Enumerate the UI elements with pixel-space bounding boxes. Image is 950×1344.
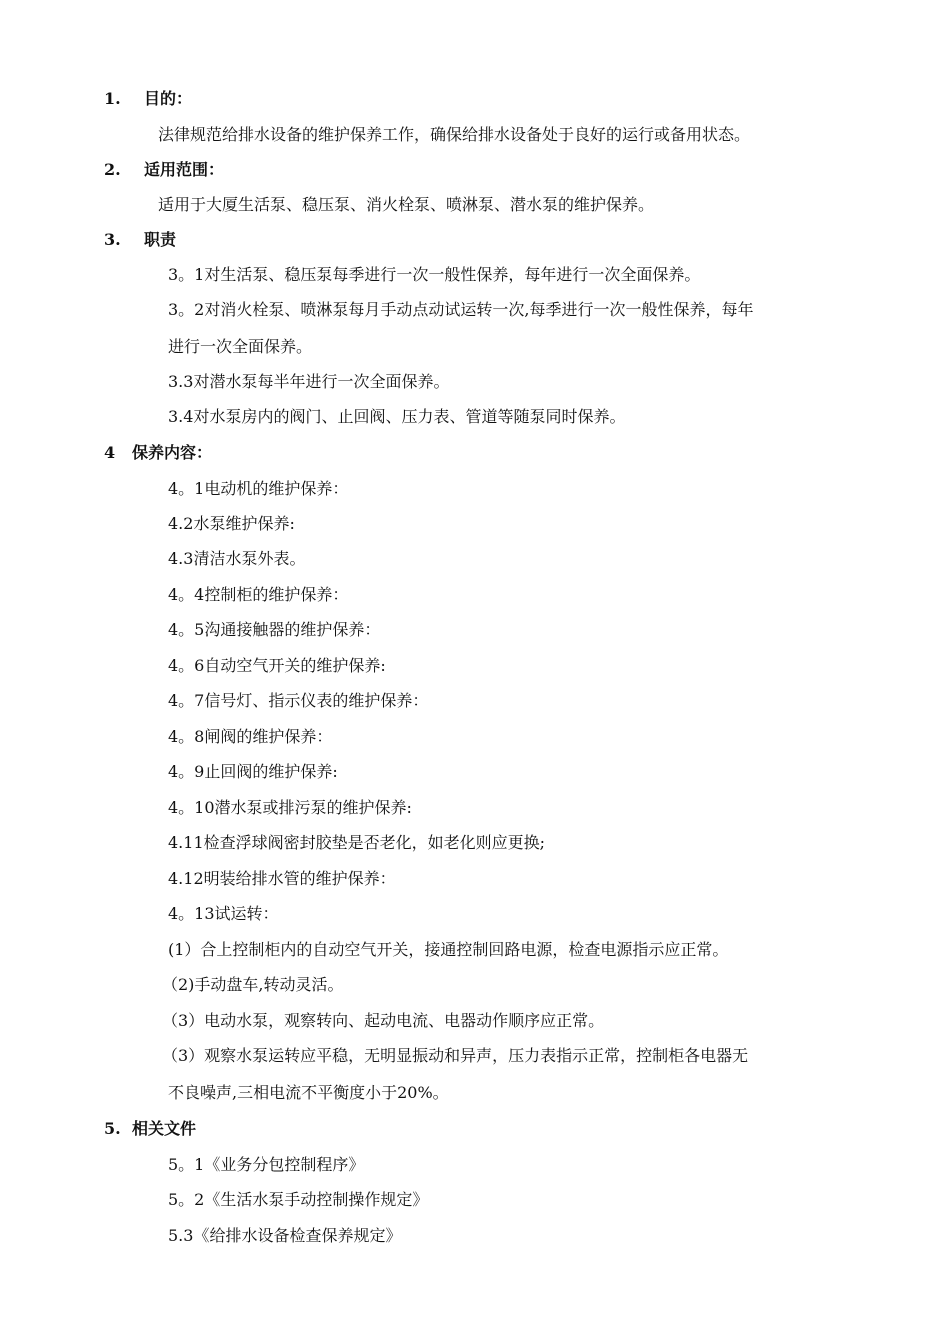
section-4-item: 4。8闸阀的维护保养： <box>168 727 333 746</box>
section-4-item: 4.12明装给排水管的维护保养： <box>168 869 396 888</box>
section-1-heading <box>104 88 192 110</box>
section-4-item: 4。4控制柜的维护保养： <box>168 585 349 604</box>
section-3-item: 3.4对水泵房内的阀门、止回阀、压力表、管道等随泵同时保养。 <box>168 407 626 426</box>
section-3-heading <box>104 229 176 251</box>
section-4-item: 4。5沟通接触器的维护保养： <box>168 620 381 639</box>
section-3-item: 3。1对生活泵、稳压泵每季进行一次一般性保养，每年进行一次全面保养。 <box>168 265 701 284</box>
section-4-item: 4。7信号灯、指示仪表的维护保养： <box>168 691 429 710</box>
section-4-step-continuation: 不良噪声,三相电流不平衡度小于20%。 <box>168 1083 449 1102</box>
section-5-item: 5。1《业务分包控制程序》 <box>168 1155 365 1174</box>
section-4-step: （3）电动水泵，观察转向、起动电流、电器动作顺序应正常。 <box>162 1011 605 1030</box>
section-2-heading <box>104 159 224 181</box>
section-1-title: 目的： <box>144 89 193 108</box>
section-4-item: 4。10潜水泵或排污泵的维护保养: <box>168 798 412 817</box>
section-4-title: 保养内容： <box>132 443 213 462</box>
section-2-title: 适用范围： <box>144 160 225 179</box>
section-5-item: 5.3《给排水设备检查保养规定》 <box>168 1226 402 1245</box>
section-4-step: (1）合上控制柜内的自动空气开关，接通控制回路电源，检查电源指示应正常。 <box>168 940 729 959</box>
section-4-item: 4。9止回阀的维护保养: <box>168 762 338 781</box>
section-4-number: 4 <box>104 443 116 462</box>
section-3-item: 3。2对消火栓泵、喷淋泵每月手动点动试运转一次,每季进行一次一般性保养，每年 <box>168 300 754 319</box>
section-4-item: 4。13试运转： <box>168 904 279 923</box>
section-2-body: 适用于大厦生活泵、稳压泵、消火栓泵、喷淋泵、潜水泵的维护保养。 <box>158 195 655 214</box>
section-2-number: 2. <box>104 160 121 179</box>
section-5-title: 相关文件 <box>132 1119 197 1138</box>
section-4-item: 4.2水泵维护保养: <box>168 514 295 533</box>
section-4-item: 4。1电动机的维护保养： <box>168 479 349 498</box>
section-4-heading <box>104 442 212 464</box>
section-5-item: 5。2《生活水泵手动控制操作规定》 <box>168 1190 429 1209</box>
section-4-step: （2)手动盘车,转动灵活。 <box>162 975 344 994</box>
section-1-body: 法律规范给排水设备的维护保养工作，确保给排水设备处于良好的运行或备用状态。 <box>158 125 751 144</box>
section-5-heading <box>104 1118 196 1140</box>
section-1-number: 1. <box>104 89 121 108</box>
section-3-item-continuation: 进行一次全面保养。 <box>168 337 313 356</box>
section-4-item: 4.11检查浮球阀密封胶垫是否老化，如老化则应更换; <box>168 833 546 852</box>
section-3-number: 3. <box>104 230 121 249</box>
section-5-number: 5. <box>104 1119 121 1138</box>
section-4-item: 4.3清洁水泵外表。 <box>168 549 306 568</box>
section-4-item: 4。6自动空气开关的维护保养: <box>168 656 386 675</box>
section-3-title: 职责 <box>144 230 177 249</box>
section-4-step: （3）观察水泵运转应平稳，无明显振动和异声，压力表指示正常，控制柜各电器无 <box>162 1046 749 1065</box>
section-3-item: 3.3对潜水泵每半年进行一次全面保养。 <box>168 372 450 391</box>
